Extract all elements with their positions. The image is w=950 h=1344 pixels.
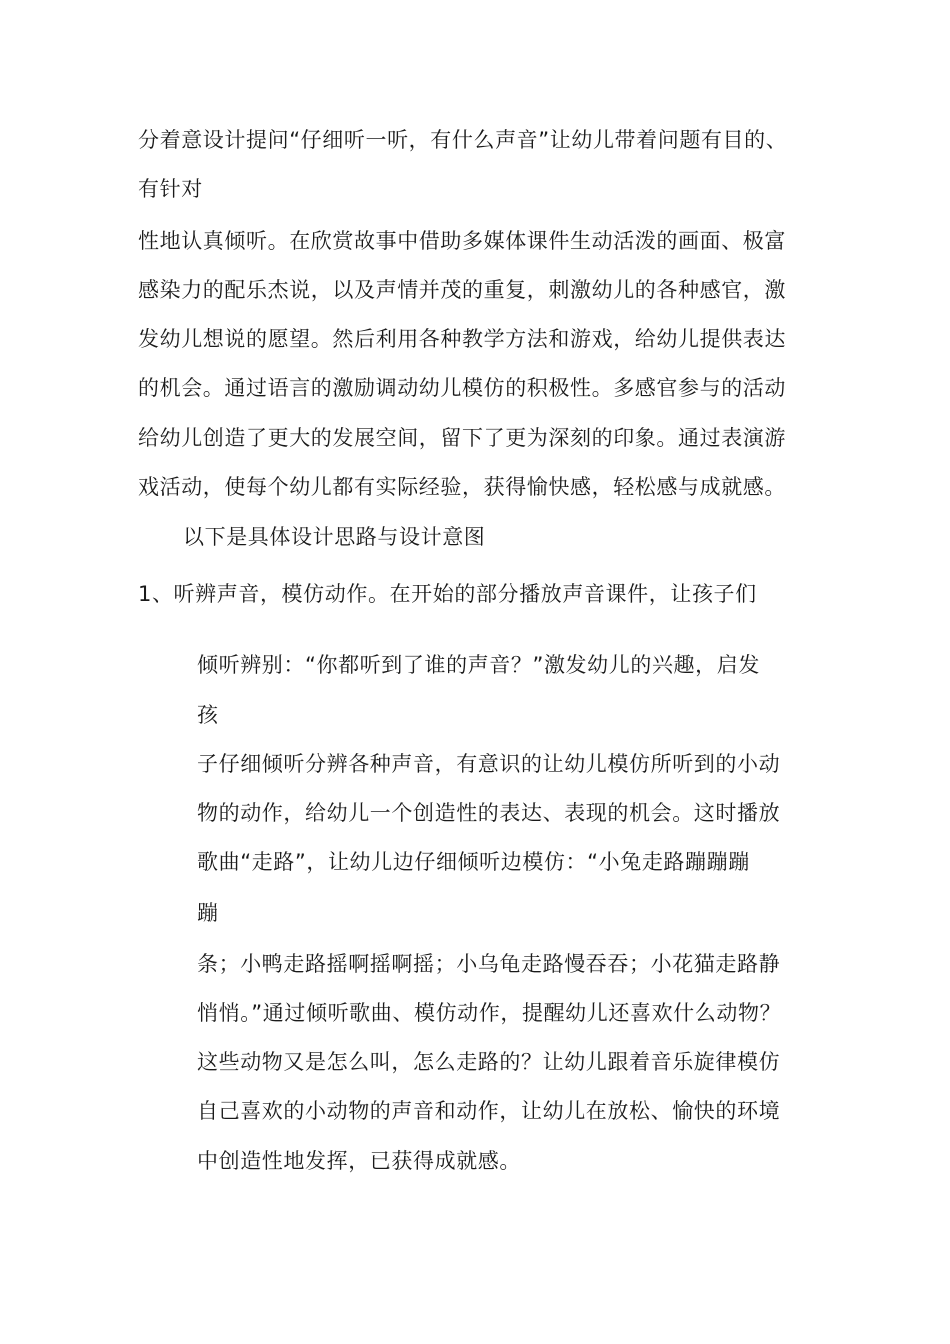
item-body-line: 倾听辨别：“你都听到了谁的声音？”激发幼儿的兴趣，启发 <box>197 653 760 677</box>
item-body-line: 悄悄。”通过倾听歌曲、模仿动作，提醒幼儿还喜欢什么动物？ <box>197 1001 782 1025</box>
paragraph-line: 的机会。通过语言的激励调动幼儿模仿的积极性。多感官参与的活动 <box>138 376 786 400</box>
item-body-line: 孩 <box>197 703 219 727</box>
item-heading: 1、听辨声音，模仿动作。在开始的部分播放声音课件，让孩子们 <box>138 582 757 606</box>
item-body-line: 物的动作，给幼儿一个创造性的表达、表现的机会。这时播放 <box>197 801 781 825</box>
paragraph-line: 戏活动，使每个幼儿都有实际经验，获得愉快感，轻松感与成就感。 <box>138 475 786 499</box>
section-intro: 以下是具体设计思路与设计意图 <box>183 525 486 549</box>
paragraph-line: 性地认真倾听。在欣赏故事中借助多媒体课件生动活泼的画面、极富 <box>138 229 786 253</box>
item-body-line: 蹦 <box>197 901 219 925</box>
item-body-line: 子仔细倾听分辨各种声音，有意识的让幼儿模仿所听到的小动 <box>197 752 781 776</box>
paragraph-line: 有针对 <box>138 177 203 201</box>
item-body-line: 条；小鸭走路摇啊摇啊摇；小乌龟走路慢吞吞；小花猫走路静 <box>197 952 781 976</box>
item-body-line: 自己喜欢的小动物的声音和动作，让幼儿在放松、愉快的环境 <box>197 1099 781 1123</box>
paragraph-line: 给幼儿创造了更大的发展空间，留下了更为深刻的印象。通过表演游 <box>138 426 786 450</box>
item-body-line: 歌曲“走路”，让幼儿边仔细倾听边模仿：“小兔走路蹦蹦蹦 <box>197 850 750 874</box>
item-body-line: 这些动物又是怎么叫，怎么走路的？让幼儿跟着音乐旋律模仿 <box>197 1050 781 1074</box>
paragraph-line: 分着意设计提问“仔细听一听，有什么声音”让幼儿带着问题有目的、 <box>138 128 788 152</box>
item-body-line: 中创造性地发挥，已获得成就感。 <box>197 1149 521 1173</box>
paragraph-line: 感染力的配乐杰说，以及声情并茂的重复，刺激幼儿的各种感官，激 <box>138 278 786 302</box>
paragraph-line: 发幼儿想说的愿望。然后利用各种教学方法和游戏，给幼儿提供表达 <box>138 327 786 351</box>
